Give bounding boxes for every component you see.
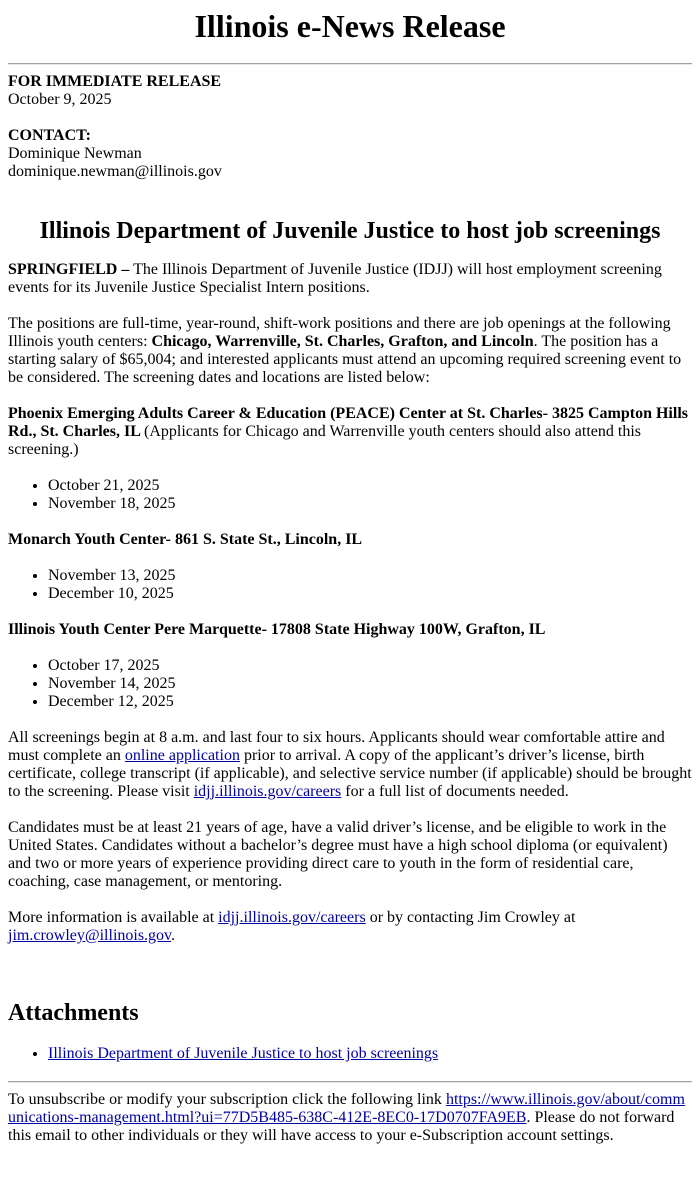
- youth-centers-list: Chicago, Warrenville, St. Charles, Grafton, and Lincoln: [151, 333, 534, 350]
- attachments-list: [8, 1045, 692, 1063]
- release-title: Illinois e-News Release: [194, 8, 506, 44]
- positions-text: The positions are full-time, year-round, shift-work positions and there are job openings at the following Illinois youth centers:: [8, 315, 671, 350]
- intro-text: The Illinois Department of Juvenile Justice (IDJJ) will host employment screening events for its Juvenile Justice Specialist Intern positions.: [8, 261, 662, 296]
- more-info-text: More information is available at: [8, 909, 219, 926]
- more-info-text: or by contacting Jim Crowley at: [365, 909, 576, 926]
- location-heading: [8, 405, 692, 459]
- attachments-heading: Attachments: [8, 1000, 139, 1026]
- footer-text: . Please do not forward this email to other individuals or they will have access to your e-Subscription account settings.: [8, 1109, 675, 1144]
- release-label: FOR IMMEDIATE RELEASE: [8, 73, 222, 90]
- location-name: Phoenix Emerging Adults Career & Education (PEACE) Center at St. Charles- 3825 Campton Hills Rd., St. Charles, IL: [8, 405, 688, 440]
- positions-paragraph: [8, 315, 692, 387]
- more-info-paragraph: [8, 909, 692, 945]
- screening-date: • December 12, 2025: [48, 693, 692, 711]
- screening-date: • October 21, 2025: [48, 477, 692, 495]
- release-meta: [8, 73, 692, 181]
- screening-dates-list: [8, 657, 692, 711]
- location-heading: [8, 531, 692, 549]
- location-note: (Applicants for Chicago and Warrenville youth centers should also attend this screening.): [8, 423, 641, 458]
- screening-date: • November 18, 2025: [48, 495, 692, 513]
- positions-text-end: . The position has a starting salary of $65,004; and interested applicants must attend an upcoming required screening event to be considered. The screening dates and locations are listed below:: [8, 333, 682, 386]
- careers-link[interactable]: idjj.illinois.gov/careers: [193, 783, 342, 800]
- online-application-link[interactable]: online application: [124, 747, 240, 764]
- article-headline: Illinois Department of Juvenile Justice to host job screenings: [39, 218, 661, 244]
- requirements-paragraph: Candidates must be at least 21 years of age, have a valid driver’s license, and be eligible to work in the United States. Candidates without a bachelor’s degree must have a high school diploma (or equivalent) and two or more years of experience providing direct care to youth in the form of residential care, coaching, case management, or mentoring.: [8, 819, 668, 890]
- footer: [8, 1091, 692, 1145]
- location-block: [8, 621, 692, 711]
- contact-email-link[interactable]: jim.crowley@illinois.gov: [8, 927, 172, 944]
- screening-date: • November 13, 2025: [48, 567, 692, 585]
- location-name: Illinois Youth Center Pere Marquette- 17808 State Highway 100W, Grafton, IL: [8, 621, 546, 638]
- divider: [8, 1081, 692, 1083]
- intro-paragraph: [8, 261, 692, 297]
- dateline: SPRINGFIELD –: [8, 261, 130, 278]
- screening-date: • October 17, 2025: [48, 657, 692, 675]
- location-heading: [8, 621, 692, 639]
- divider: [8, 63, 692, 65]
- screening-dates-list: [8, 567, 692, 603]
- contact-name: Dominique Newman: [8, 145, 142, 162]
- location-name: Monarch Youth Center- 861 S. State St., Lincoln, IL: [8, 531, 363, 548]
- contact-label: CONTACT:: [8, 127, 91, 144]
- more-info-text: .: [171, 927, 176, 944]
- unsubscribe-notice: [8, 1091, 692, 1145]
- subscription-management-link[interactable]: https://www.illinois.gov/about/communications-management.html?ui=77D5B485-638C-412E-8EC0-17D0707FA9EB: [8, 1091, 685, 1126]
- screening-info-paragraph: [8, 729, 692, 801]
- location-block: [8, 531, 692, 603]
- screening-date: • November 14, 2025: [48, 675, 692, 693]
- footer-text: To unsubscribe or modify your subscription click the following link: [8, 1091, 446, 1108]
- screening-text: All screenings begin at 8 a.m. and last four to six hours. Applicants should wear comfortable attire and must complete an: [8, 729, 665, 764]
- attachment-link[interactable]: Illinois Department of Juvenile Justice to host job screenings: [48, 1045, 439, 1062]
- careers-link[interactable]: idjj.illinois.gov/careers: [218, 909, 366, 926]
- contact-email: dominique.newman@illinois.gov: [8, 163, 222, 180]
- release-date: October 9, 2025: [8, 91, 112, 108]
- location-block: [8, 405, 692, 513]
- attachment-item: [48, 1045, 692, 1063]
- screening-date: • December 10, 2025: [48, 585, 692, 603]
- screening-dates-list: [8, 477, 692, 513]
- screening-text: prior to arrival. A copy of the applicant’s driver’s license, birth certificate, college transcript (if applicable), and selective service number (if applicable) should be brought to the screening. Please visit: [8, 747, 692, 800]
- screening-text: for a full list of documents needed.: [341, 783, 569, 800]
